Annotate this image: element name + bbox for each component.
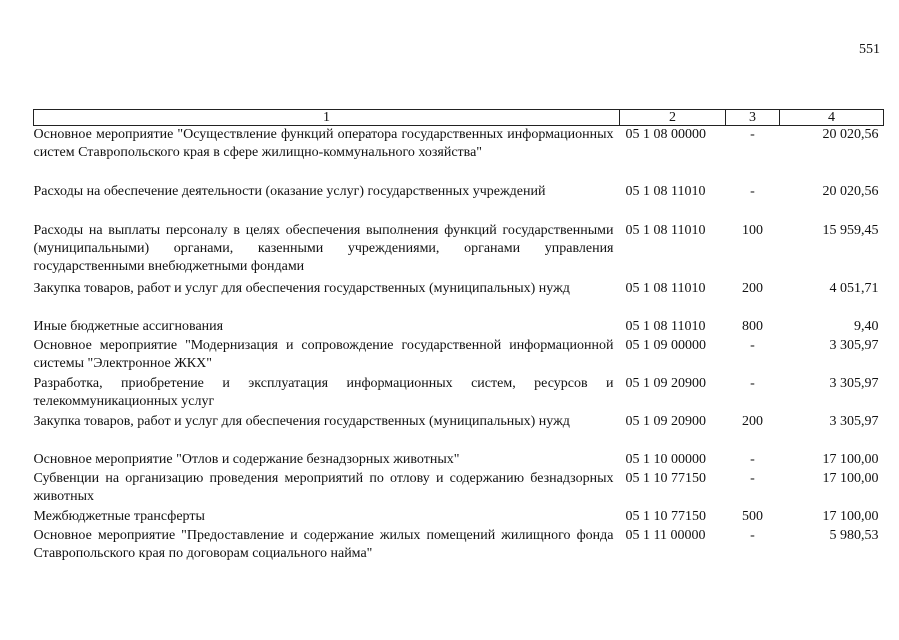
table-header: [34, 110, 884, 126]
row-name: Иные бюджетные ассигнования: [33, 318, 224, 334]
row-amount: 5 980,53: [829, 527, 879, 543]
row-expense-type: 200: [742, 413, 763, 429]
header-col-4: 4: [780, 110, 884, 126]
header-row: [34, 110, 884, 126]
row-amount: 15 959,45: [822, 222, 879, 238]
row-amount: 9,40: [854, 318, 879, 334]
table-row: [34, 508, 884, 527]
row-name: Закупка товаров, работ и услуг для обеспечения государственных (муниципальных) нужд: [33, 280, 570, 296]
row-amount: 3 305,97: [829, 413, 879, 429]
row-code: 05 1 10 77150: [625, 470, 706, 486]
row-name: Расходы на выплаты персоналу в целях обеспечения выполнения функций государственными (муниципальными) органами, казенными учреждениями, органами управления государственными внебюджетными фондами: [33, 222, 614, 274]
row-expense-type: -: [750, 337, 755, 353]
row-name: Субвенции на организацию проведения мероприятий по отлову и содержанию безнадзорных животных: [33, 470, 614, 504]
row-amount: 20 020,56: [822, 183, 879, 199]
row-expense-type: -: [750, 527, 755, 543]
budget-table: [33, 109, 884, 565]
row-code: 05 1 08 11010: [625, 222, 706, 238]
row-code: 05 1 09 20900: [625, 413, 706, 429]
row-name: Расходы на обеспечение деятельности (оказание услуг) государственных учреждений: [33, 183, 546, 199]
table-row: [34, 413, 884, 451]
row-expense-type: -: [750, 470, 755, 486]
row-amount: 17 100,00: [822, 508, 879, 524]
row-code: 05 1 08 11010: [625, 280, 706, 296]
table-row: [34, 222, 884, 280]
row-expense-type: -: [750, 451, 755, 467]
header-col-3: 3: [726, 110, 780, 126]
row-expense-type: 100: [742, 222, 763, 238]
row-name: Основное мероприятие "Предоставление и содержание жилых помещений жилищного фонда Ставропольского края по договорам социального найма": [33, 527, 614, 561]
table-row: [34, 183, 884, 222]
row-amount: 3 305,97: [829, 375, 879, 391]
row-expense-type: -: [750, 127, 755, 142]
table-row: [34, 337, 884, 375]
row-code: 05 1 10 77150: [625, 508, 706, 524]
row-code: 05 1 08 11010: [625, 183, 706, 199]
row-code: 05 1 08 11010: [625, 318, 706, 334]
row-code: 05 1 10 00000: [625, 451, 706, 467]
row-amount: 17 100,00: [822, 451, 879, 467]
table-row: [34, 126, 884, 183]
table-row: [34, 527, 884, 565]
row-amount: 20 020,56: [822, 127, 879, 142]
table-row: [34, 451, 884, 470]
header-col-2: 2: [620, 110, 726, 126]
table-body: [34, 126, 884, 565]
row-code: 05 1 09 20900: [625, 375, 706, 391]
table-row: [34, 375, 884, 413]
row-name: Разработка, приобретение и эксплуатация информационных систем, ресурсов и телекоммуникационных услуг: [33, 375, 614, 409]
row-name: Закупка товаров, работ и услуг для обеспечения государственных (муниципальных) нужд: [33, 413, 570, 429]
row-expense-type: 200: [742, 280, 763, 296]
row-code: 05 1 09 00000: [625, 337, 706, 353]
row-code: 05 1 08 00000: [625, 127, 706, 142]
table-row: [34, 470, 884, 508]
table-row: [34, 318, 884, 337]
page-number: 551: [859, 42, 880, 57]
row-expense-type: -: [750, 183, 755, 199]
row-code: 05 1 11 00000: [625, 527, 706, 543]
row-expense-type: -: [750, 375, 755, 391]
row-amount: 4 051,71: [829, 280, 879, 296]
row-name: Основное мероприятие "Осуществление функций оператора государственных информационных систем Ставропольского края в сфере жилищно-коммунального хозяйства": [33, 127, 614, 160]
row-amount: 3 305,97: [829, 337, 879, 353]
row-expense-type: 800: [742, 318, 763, 334]
row-name: Основное мероприятие "Отлов и содержание безнадзорных животных": [33, 451, 460, 467]
row-name: Основное мероприятие "Модернизация и сопровождение государственной информационной системы "Электронное ЖКХ": [33, 337, 614, 371]
row-name: Межбюджетные трансферты: [33, 508, 205, 524]
header-col-1: 1: [34, 110, 620, 126]
row-amount: 17 100,00: [822, 470, 879, 486]
table-row: [34, 280, 884, 318]
row-expense-type: 500: [742, 508, 763, 524]
